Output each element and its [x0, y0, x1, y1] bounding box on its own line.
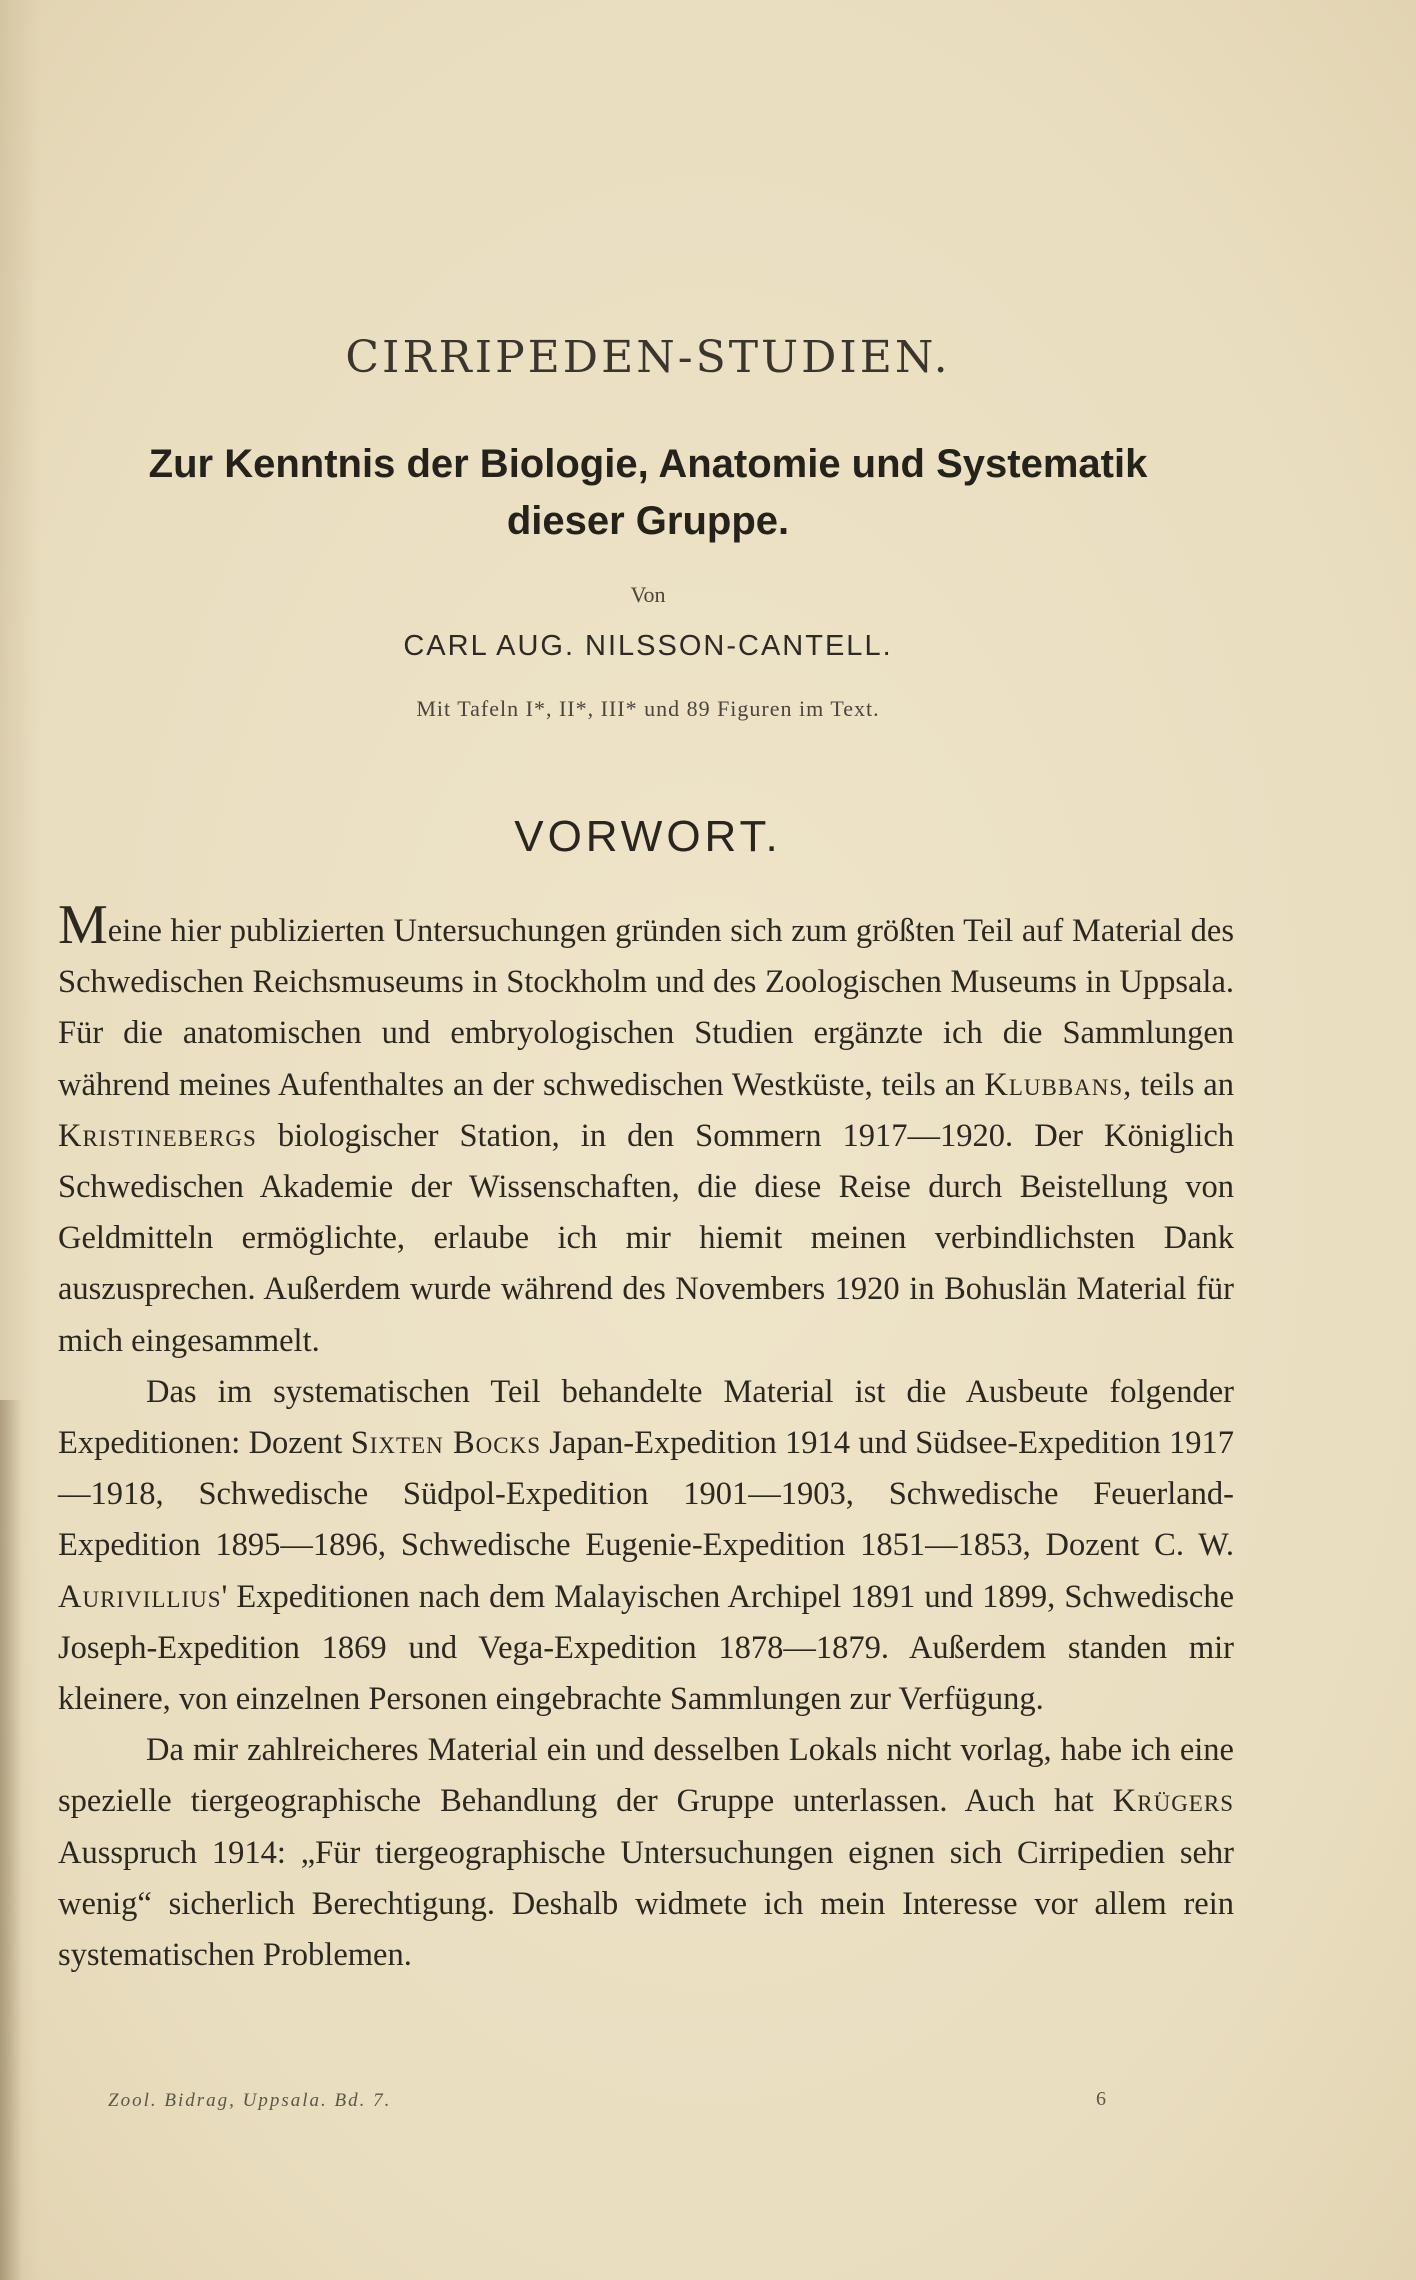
drop-cap: M [58, 894, 108, 956]
paragraph-3-text-a: Da mir zahlreicheres Material ein und desselben Lokals nicht vorlag, habe ich eine spezielle tiergeographische Behandlung der Gruppe unterlassen. Auch hat [58, 1732, 1234, 1820]
body-text [58, 894, 1234, 1981]
paragraph-2-smallcaps-b: Aurivillius [58, 1578, 222, 1615]
section-heading: VORWORT. [514, 812, 782, 861]
paragraph-2-text-a: Das im systematischen Teil behandelte Material ist die Ausbeute folgender Expeditionen: Dozent [58, 1373, 1234, 1462]
paragraph-2-text-c: ' Expeditionen nach dem Malayischen Archipel 1891 und 1899, Schwedische Joseph-Expedition 1869 und Vega-Expedition 1878—1879. Außerdem standen mir kleinere, von einzelnen Personen eingebrachte Sammlungen zur Verfügung. [58, 1578, 1234, 1718]
paragraph-3-text-b: Ausspruch 1914: „Für tiergeographische Untersuchungen eignen sich Cirripedien sehr wenig“ sicherlich Berechtigung. Deshalb widmete ich mein Interesse vor allem rein systematischen Problemen. [58, 1834, 1234, 1974]
paragraph-1-smallcaps-b: Kristinebergs [58, 1117, 257, 1154]
paragraph-3-smallcaps-a: Krügers [1112, 1783, 1234, 1820]
article-title: CIRRIPEDEN-STUDIEN. [345, 332, 951, 383]
paragraph-1-smallcaps-a: Klubbans [984, 1066, 1124, 1103]
signature-mark: 6 [1096, 2088, 1106, 2110]
binding-shadow [0, 1400, 22, 2280]
journal-footer: Zool. Bidrag, Uppsala. Bd. 7. [108, 2090, 392, 2111]
subtitle-line-1: Zur Kenntnis der Biologie, Anatomie und Systematik [148, 442, 1148, 486]
paragraph-1-text-c: biologischer Station, in den Sommern 1917—1920. Der Königlich Schwedischen Akademie der Wissenschaften, die diese Reise durch Beistellung von Geldmitteln ermöglichte, erlaube ich mir hiemit meinen verbindlichsten Dank auszusprechen. Außerdem wurde während des Novembers 1920 in Bohuslän Material für mich eingesammelt. [58, 1117, 1234, 1359]
paragraph-2-text-b: Japan-Expedition 1914 und Südsee-Expedition 1917—1918, Schwedische Südpol-Expedition 1901—1903, Schwedische Feuerland-Expedition 1895—1896, Schwedische Eugenie-Expedition 1851—1853, Dozent C. W. [58, 1425, 1234, 1564]
paragraph-1-text-a: eine hier publizierten Untersuchungen gründen sich zum größten Teil auf Material des Schwedischen Reichsmuseums in Stockholm und des Zoologischen Museums in Uppsala. Für die anatomischen und embryologischen Studien ergänzte ich die Sammlungen während meines Aufenthaltes an der schwedischen Westküste, teils an [58, 913, 1234, 1103]
paragraph-1 [58, 894, 1234, 1367]
paragraph-2-smallcaps-a: Sixten Bocks [350, 1425, 542, 1462]
subtitle-line-2: dieser Gruppe. [506, 499, 790, 543]
paragraph-3 [58, 1725, 1234, 1981]
author-name: CARL AUG. NILSSON-CANTELL. [403, 630, 893, 662]
plates-note: Mit Tafeln I*, II*, III* und 89 Figuren im Text. [416, 696, 880, 721]
paragraph-1-text-b: , teils an [1123, 1066, 1234, 1103]
article-subtitle [58, 436, 1238, 550]
paragraph-2 [58, 1367, 1234, 1725]
byline-prefix: Von [630, 582, 666, 607]
